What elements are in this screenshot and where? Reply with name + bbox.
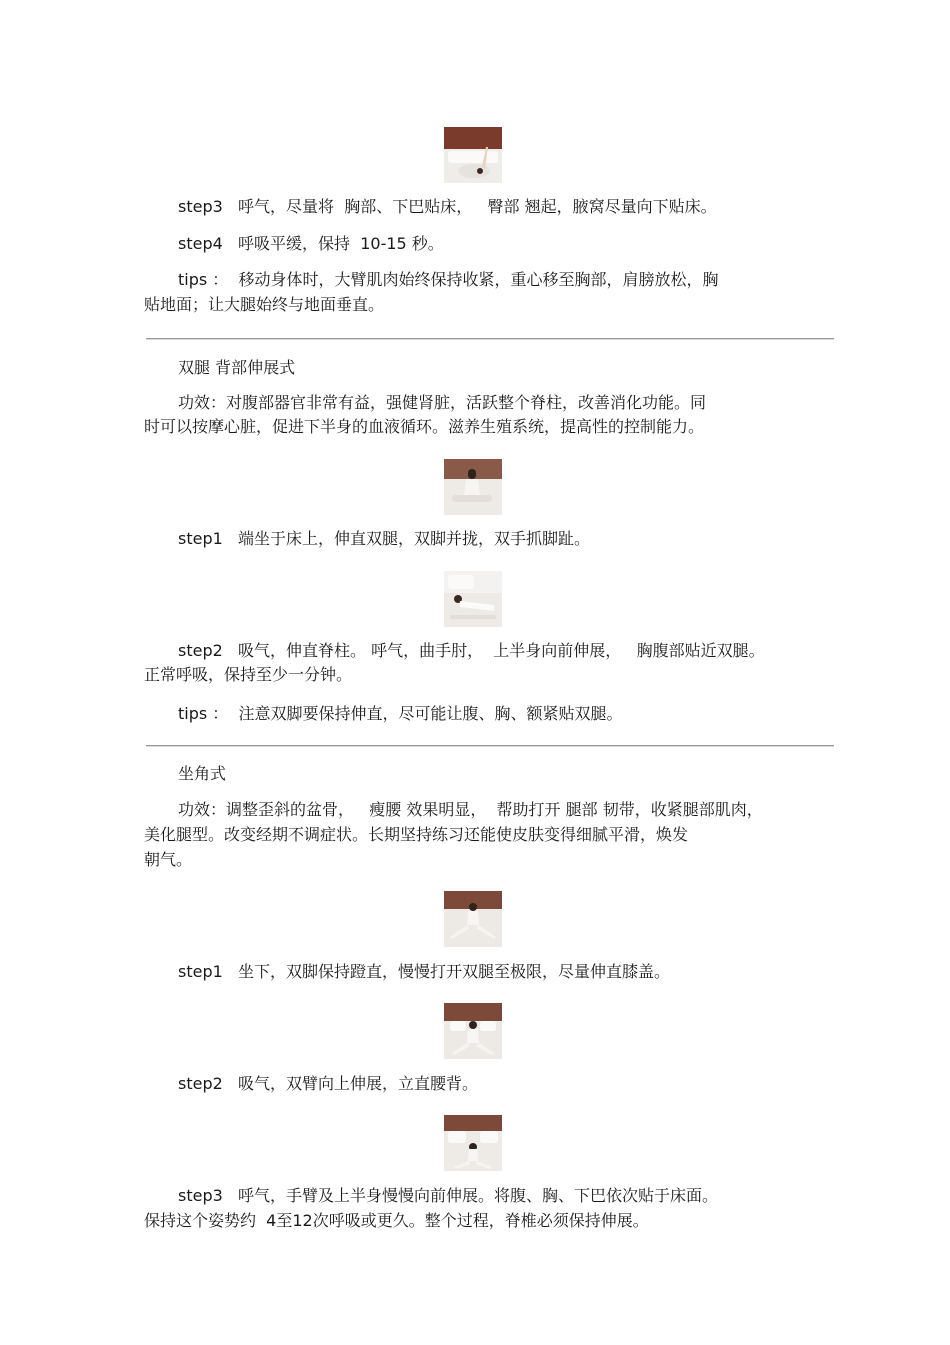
yoga-photo-step2 — [444, 571, 502, 627]
step3-text-line1: step3 呼气，手臂及上半身慢慢向前伸展。将腹、胸、下巴依次贴于床面。 — [178, 1186, 719, 1205]
yoga-photo-step3 — [444, 1115, 502, 1171]
effect-text-line1: 功效：对腹部器官非常有益，强健肾脏，活跃整个脊柱，改善消化功能。同 — [178, 393, 707, 412]
yoga-photo-step2 — [444, 1003, 502, 1059]
section-divider — [146, 745, 834, 747]
section-title: 坐角式 — [178, 764, 227, 783]
yoga-photo-step1 — [444, 459, 502, 515]
step2-text: step2 吸气，双臂向上伸展，立直腰背。 — [178, 1074, 479, 1093]
tips-text-line2: 贴地面；让大腿始终与地面垂直。 — [144, 295, 385, 314]
effect-text-line1: 功效：调整歪斜的盆骨， 瘦腰 效果明显， 帮助打开 腿部 韧带，收紧腿部肌肉， — [178, 800, 763, 819]
step1-text: step1 坐下，双脚保持蹬直，慢慢打开双腿至极限，尽量伸直膝盖。 — [178, 962, 671, 981]
step2-text-line2: 正常呼吸，保持至少一分钟。 — [144, 665, 353, 684]
yoga-photo-step3 — [444, 127, 502, 183]
tips-text: tips ： 注意双脚要保持伸直，尽可能让腹、胸、额紧贴双腿。 — [178, 704, 623, 723]
section-title: 双腿 背部伸展式 — [178, 358, 296, 377]
step3-text: step3 呼气，尽量将 胸部、下巴贴床， 臀部 翘起，腋窝尽量向下贴床。 — [178, 197, 717, 216]
tips-text-line1: tips ： 移动身体时，大臂肌肉始终保持收紧，重心移至胸部，肩膀放松，胸 — [178, 270, 719, 289]
step3-text-line2: 保持这个姿势约 4至12次呼吸或更久。整个过程，脊椎必须保持伸展。 — [144, 1211, 649, 1230]
effect-text-line2: 时可以按摩心脏，促进下半身的血液循环。滋养生殖系统，提高性的控制能力。 — [144, 417, 705, 436]
effect-text-line2: 美化腿型。改变经期不调症状。长期坚持练习还能使皮肤变得细腻平滑，焕发 — [144, 825, 689, 844]
effect-text-line3: 朝气。 — [144, 850, 193, 869]
yoga-photo-step1 — [444, 891, 502, 947]
step1-text: step1 端坐于床上，伸直双腿，双脚并拢，双手抓脚趾。 — [178, 529, 591, 548]
step2-text-line1: step2 吸气，伸直脊柱。 呼气，曲手肘， 上半身向前伸展， 胸腹部贴近双腿。 — [178, 641, 765, 660]
step4-text: step4 呼吸平缓，保持 10-15 秒。 — [178, 234, 444, 253]
section-divider — [146, 338, 834, 340]
